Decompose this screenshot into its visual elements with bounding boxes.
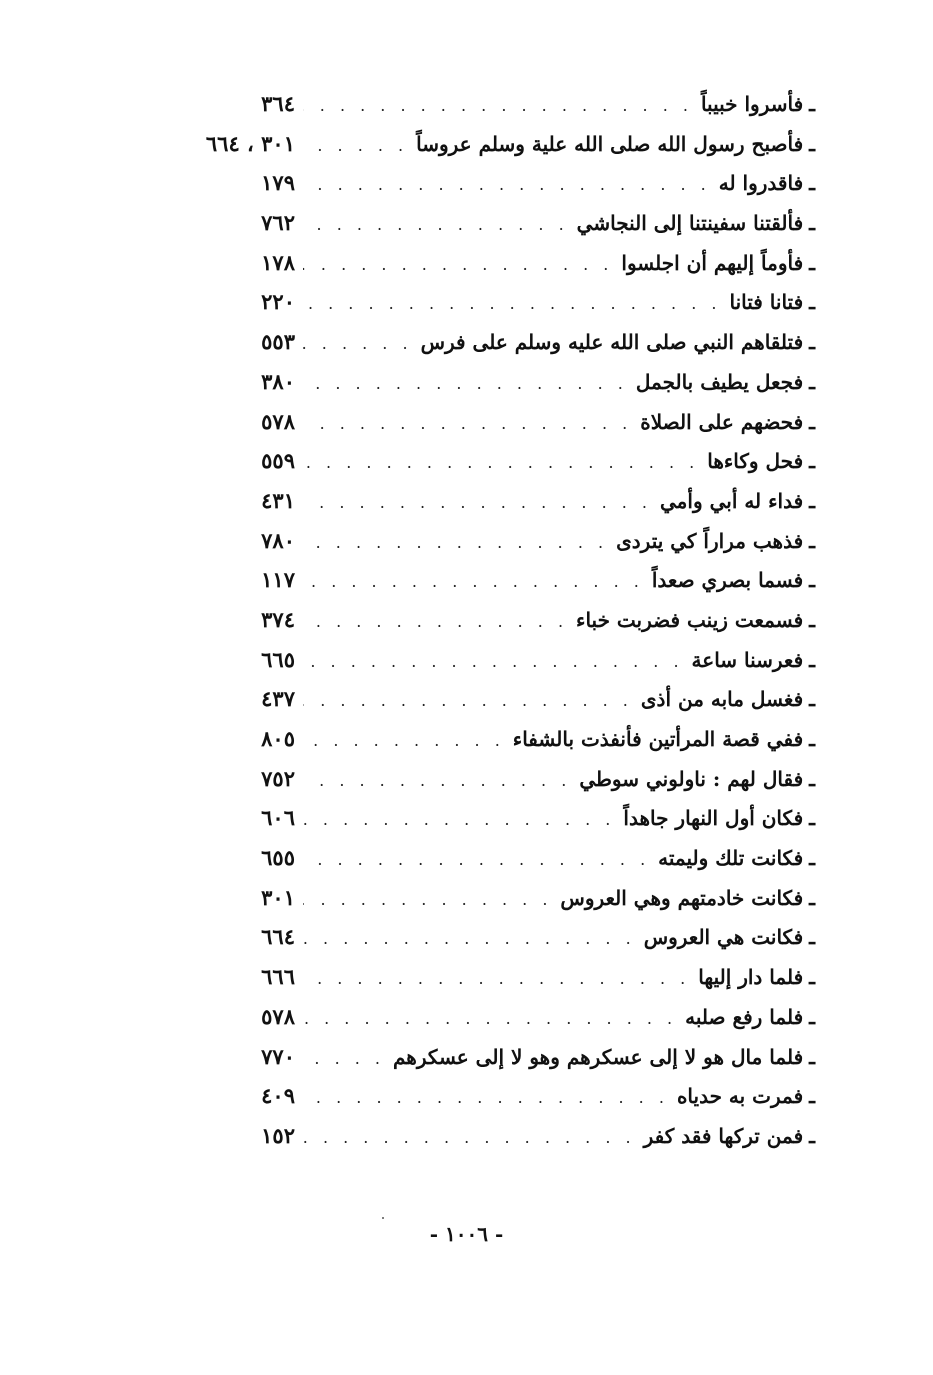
entry-page-number: ٦٦٤: [261, 924, 295, 950]
entry-dash: ـ: [809, 965, 815, 990]
index-entry: [150, 917, 815, 957]
dot-leader: [303, 523, 608, 563]
entry-dash: ـ: [809, 409, 815, 434]
entry-page-number: ١١٧: [261, 567, 295, 593]
entry-dash: ـ: [809, 1084, 815, 1109]
index-entry: [150, 798, 815, 838]
index-list: [150, 84, 815, 1156]
entry-text: فكانت تلك وليمته: [658, 846, 804, 871]
dot-leader: [303, 840, 650, 880]
index-entry: [150, 878, 815, 918]
entry-text: فلما مال هو لا إلى عسكرهم وهو لا إلى عسكرهم: [393, 1044, 804, 1069]
entry-page-number: ١٧٩: [261, 170, 295, 196]
entry-page-number: ٥٥٣: [261, 329, 295, 355]
index-entry: [150, 282, 815, 322]
entry-page-number: ٥٧٨: [261, 408, 295, 434]
entry-text: فمن تركها فقد كفر: [643, 1123, 804, 1148]
entry-text: فاقدروا له: [718, 171, 804, 196]
entry-page-number: ٣٨٠: [261, 368, 295, 394]
entry-page-number: ٧٦٢: [261, 210, 295, 236]
entry-dash: ـ: [809, 1004, 815, 1029]
entry-text: فأسروا خبيباً: [700, 92, 804, 116]
entry-page-number: ٢٢٠: [261, 289, 295, 315]
entry-page-number: ٤٣٧: [261, 686, 295, 712]
page-number: - ١٠٠٦ -: [429, 1222, 504, 1246]
entry-dash: ـ: [809, 925, 815, 950]
entry-dash: ـ: [809, 92, 815, 116]
index-entry: [150, 600, 815, 640]
index-entry: [150, 1076, 815, 1116]
dot-leader: [303, 721, 505, 761]
entry-text: فتلقاهم النبي صلى الله عليه وسلم على فرس: [420, 330, 804, 355]
index-entry: [150, 441, 815, 481]
entry-text: فجعل يطيف بالجمل: [635, 369, 804, 394]
entry-text: فألقتنا سفينتنا إلى النجاشي: [576, 211, 804, 236]
index-entry: [150, 957, 815, 997]
index-entry: [150, 124, 815, 164]
dot-leader: [303, 959, 690, 999]
entry-text: فقال لهم : ناولوني سوطي: [579, 766, 804, 791]
entry-page-number: ٦٠٦: [261, 805, 295, 831]
dot-leader: [303, 443, 699, 483]
dot-leader: [303, 919, 636, 959]
index-entry: [150, 640, 815, 680]
dot-leader: [303, 880, 552, 920]
entry-page-number: ٣٧٤: [261, 606, 295, 632]
entry-page-number: ١٧٨: [261, 249, 295, 275]
index-entry: [150, 163, 815, 203]
entry-page-number: ٤٣١: [261, 487, 295, 513]
entry-page-number: ٥٧٨: [261, 1003, 295, 1029]
index-entry: [150, 481, 815, 521]
index-entry: [150, 1037, 815, 1077]
entry-dash: ـ: [809, 488, 815, 513]
entry-dash: ـ: [809, 330, 815, 355]
dot-leader: [303, 1078, 669, 1118]
dot-leader: [303, 86, 693, 126]
entry-dash: ـ: [809, 806, 815, 831]
dot-leader: [303, 324, 413, 364]
entry-dash: ـ: [809, 131, 815, 156]
entry-page-number: ٣٦٤: [261, 91, 295, 116]
entry-page-number: ٥٥٩: [261, 448, 295, 474]
entry-page-number: ٣٠١: [261, 884, 295, 910]
entry-text: فتانا فتانا: [729, 290, 804, 315]
entry-dash: ـ: [809, 607, 815, 632]
dot-leader: [303, 800, 615, 840]
entry-page-number: ٧٥٢: [261, 765, 295, 791]
entry-text: فأصبح رسول الله صلى الله علية وسلم عروساً: [416, 131, 804, 156]
entry-page-number: ٨٠٥: [261, 726, 295, 751]
entry-text: فلما دار إليها: [698, 965, 804, 990]
entry-dash: ـ: [809, 846, 815, 871]
entry-dash: ـ: [809, 885, 815, 910]
entry-page-number: ٧٨٠: [261, 527, 295, 553]
entry-page-number: ٤٠٩: [261, 1083, 295, 1109]
dot-leader: [303, 562, 644, 602]
entry-dash: ـ: [809, 171, 815, 196]
index-entry: [150, 203, 815, 243]
entry-text: فكانت خادمتهم وهي العروس: [560, 885, 804, 910]
entry-text: فكانت هي العروس: [643, 925, 804, 950]
index-entry: [150, 521, 815, 561]
entry-dash: ـ: [809, 290, 815, 315]
entry-text: فغسل مابه من أذى: [640, 687, 804, 712]
entry-text: فلما رفع صلبه: [685, 1004, 804, 1029]
entry-page-number: ٣٠١ ، ٦٦٤: [205, 130, 295, 156]
dot-leader: [303, 245, 613, 285]
entry-dash: ـ: [809, 727, 815, 751]
index-entry: [150, 84, 815, 124]
entry-dash: ـ: [809, 1123, 815, 1148]
index-entry: [150, 322, 815, 362]
index-entry: [150, 362, 815, 402]
dot-leader: [303, 284, 721, 324]
dot-leader: [303, 999, 677, 1039]
entry-page-number: ١٥٢: [261, 1122, 295, 1148]
index-entry: [150, 402, 815, 442]
dot-leader: [303, 483, 652, 523]
entry-dash: ـ: [809, 528, 815, 553]
dot-leader: [303, 602, 568, 642]
dot-leader: [303, 364, 628, 404]
dot-leader: [303, 165, 711, 205]
entry-dash: ـ: [809, 449, 815, 474]
index-entry: [150, 997, 815, 1037]
entry-text: فسمعت زينب فضربت خباء: [576, 607, 804, 632]
entry-text: فداء له أبي وأمي: [660, 488, 804, 513]
entry-dash: ـ: [809, 687, 815, 712]
entry-dash: ـ: [809, 766, 815, 791]
entry-dash: ـ: [809, 369, 815, 394]
dot-leader: [303, 1039, 385, 1079]
print-speck: [382, 1217, 384, 1219]
index-entry: [150, 759, 815, 799]
entry-page-number: ٦٥٥: [261, 845, 295, 871]
entry-dash: ـ: [809, 568, 815, 593]
entry-page-number: ٧٧٠: [261, 1043, 295, 1069]
dot-leader: [303, 126, 408, 166]
entry-dash: ـ: [809, 250, 815, 275]
entry-text: فمرت به حدياه: [676, 1084, 804, 1109]
index-entry: [150, 1116, 815, 1156]
entry-text: فعرسنا ساعة: [691, 647, 804, 672]
entry-text: فحل وكاءها: [707, 449, 804, 474]
dot-leader: [303, 681, 633, 721]
dot-leader: [303, 404, 632, 444]
entry-text: فأوماً إليهم أن اجلسوا: [621, 250, 804, 275]
entry-text: فكان أول النهار جاهداً: [623, 806, 804, 831]
entry-text: فذهب مراراً كي يتردى: [616, 528, 804, 553]
entry-text: ففي قصة المرأتين فأنفذت بالشفاء: [512, 727, 804, 751]
index-entry: [150, 719, 815, 759]
index-entry: [150, 838, 815, 878]
entry-dash: ـ: [809, 211, 815, 236]
entry-dash: ـ: [809, 647, 815, 672]
index-entry: [150, 560, 815, 600]
index-entry: [150, 243, 815, 283]
dot-leader: [303, 1118, 636, 1158]
entry-dash: ـ: [809, 1044, 815, 1069]
entry-text: فسما بصري صعداً: [651, 568, 804, 593]
dot-leader: [303, 761, 571, 801]
entry-page-number: ٦٦٦: [261, 964, 295, 990]
index-entry: [150, 679, 815, 719]
entry-text: فحضهم على الصلاة: [640, 409, 804, 434]
dot-leader: [303, 205, 569, 245]
entry-page-number: ٦٦٥: [261, 646, 295, 672]
dot-leader: [303, 642, 684, 682]
